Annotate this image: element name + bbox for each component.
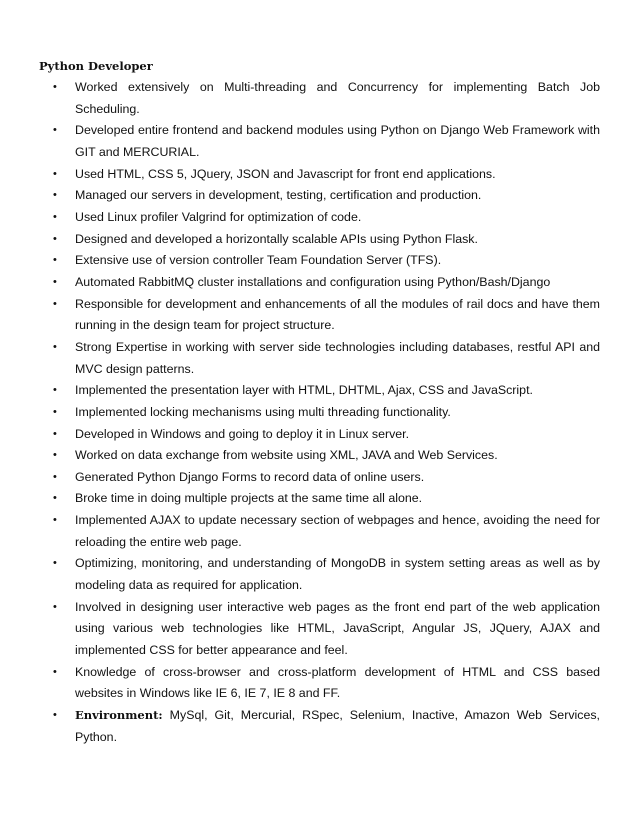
list-item-text: Implemented the presentation layer with HTML, DHTML, Ajax, CSS and JavaScript.	[75, 383, 533, 398]
bullet-icon: •	[53, 340, 57, 353]
list-item-text: Automated RabbitMQ cluster installations and configuration using Python/Bash/Django	[75, 274, 551, 289]
bullet-icon: •	[53, 600, 57, 613]
bullet-icon: •	[53, 470, 57, 483]
bullet-icon: •	[53, 81, 57, 93]
bullet-icon: •	[53, 167, 57, 180]
section-heading: Python Developer	[39, 59, 153, 73]
list-item	[0, 337, 638, 380]
list-item	[0, 272, 638, 294]
list-item-text: Generated Python Django Forms to record data of online users.	[75, 469, 425, 484]
list-item	[0, 662, 638, 705]
list-item	[0, 553, 638, 596]
list-item-text: Knowledge of cross-browser and cross-platform development of HTML and CSS based websites in Windows like IE 6, IE 7, IE 8 and FF.	[75, 664, 600, 701]
list-item-text: Implemented AJAX to update necessary section of webpages and hence, avoiding the need for reloading the entire web page.	[75, 513, 600, 549]
environment-label: Environment:	[75, 708, 163, 723]
bullet-icon: •	[53, 254, 57, 267]
list-item-text: Responsible for development and enhancements of all the modules of rail docs and have them running in the design team for project structure.	[75, 296, 600, 333]
bullet-icon: •	[53, 709, 57, 722]
bullet-icon: •	[53, 232, 57, 245]
bullet-icon: •	[53, 210, 57, 223]
bullet-icon: •	[53, 275, 57, 288]
environment-text: MySql, Git, Mercurial, RSpec, Selenium, Inactive, Amazon Web Services, Python.	[75, 708, 600, 744]
bullet-icon: •	[53, 492, 57, 505]
list-item-text: Involved in designing user interactive web pages as the front end part of the web application using various web technologies like HTML, JavaScript, Angular JS, JQuery, AJAX and implemented CSS for better appearance and feel.	[75, 599, 600, 658]
list-item	[0, 402, 638, 424]
bullet-icon: •	[53, 405, 57, 418]
list-item	[0, 77, 638, 120]
bullet-icon: •	[53, 124, 57, 137]
list-item-text: Strong Expertise in working with server side technologies including databases, restful API and MVC design patterns.	[75, 339, 600, 376]
list-item	[0, 294, 638, 337]
list-item-text: Extensive use of version controller Team Foundation Server (TFS).	[75, 253, 442, 268]
list-item-text: Designed and developed a horizontally scalable APIs using Python Flask.	[75, 231, 478, 246]
bullet-icon: •	[53, 427, 57, 440]
bullet-icon: •	[53, 449, 57, 462]
list-item	[0, 510, 638, 553]
list-item-text: Used HTML, CSS 5, JQuery, JSON and Javascript for front end applications.	[75, 166, 496, 181]
bullet-icon: •	[53, 557, 57, 570]
bullet-icon: •	[53, 384, 57, 397]
list-item-text: Developed in Windows and going to deploy it in Linux server.	[75, 426, 410, 441]
list-item	[0, 467, 638, 489]
bullet-icon: •	[53, 189, 57, 202]
list-item-text: Implemented locking mechanisms using multi threading functionality.	[75, 404, 451, 419]
list-item	[0, 488, 638, 510]
bullet-icon: •	[53, 665, 57, 678]
list-item	[0, 445, 638, 467]
bullet-icon: •	[53, 514, 57, 527]
list-item	[0, 207, 638, 229]
environment-item	[0, 705, 638, 748]
list-item	[0, 185, 638, 207]
list-item	[0, 424, 638, 446]
list-item-text: Worked extensively on Multi-threading and Concurrency for implementing Batch Job Scheduling.	[75, 80, 600, 116]
bullet-icon: •	[53, 297, 57, 310]
list-item	[0, 597, 638, 662]
list-item	[0, 120, 638, 163]
list-item-text: Optimizing, monitoring, and understanding of MongoDB in system setting areas as well as by modeling data as required for application.	[75, 556, 600, 593]
list-item	[0, 380, 638, 402]
list-item	[0, 229, 638, 251]
list-item	[0, 250, 638, 272]
list-item-text: Managed our servers in development, testing, certification and production.	[75, 188, 482, 203]
list-item-text: Used Linux profiler Valgrind for optimization of code.	[75, 209, 362, 224]
list-item	[0, 164, 638, 186]
list-item-text: Worked on data exchange from website using XML, JAVA and Web Services.	[75, 448, 498, 463]
list-item-text: Broke time in doing multiple projects at the same time all alone.	[75, 491, 423, 506]
responsibility-list	[0, 77, 638, 748]
list-item-text: Developed entire frontend and backend modules using Python on Django Web Framework with GIT and MERCURIAL.	[75, 123, 600, 159]
